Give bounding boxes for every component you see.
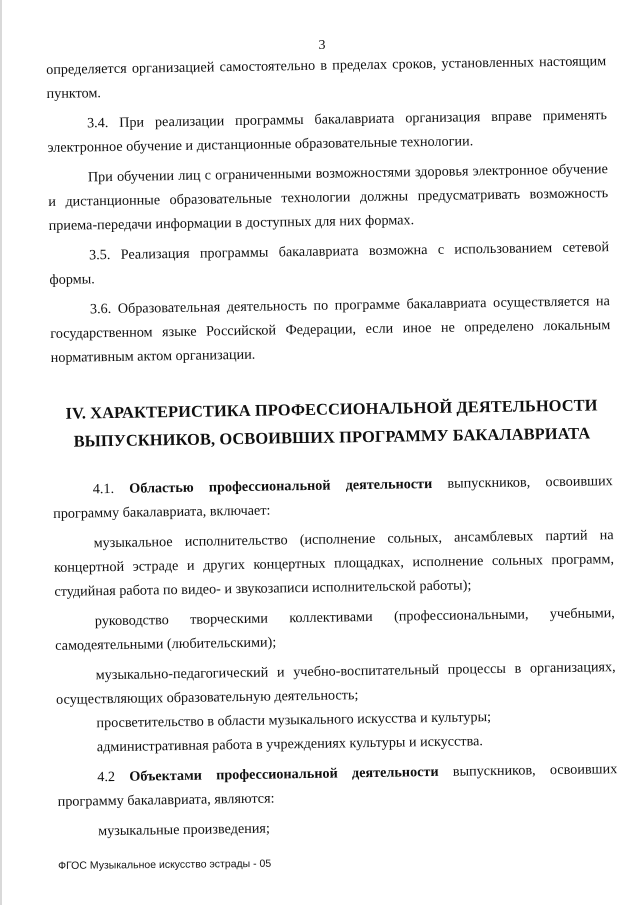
paragraph-4-1-term: Областью профессиональной деятельности: [129, 475, 433, 497]
paragraph-continuation: определяется организацией самостоятельно в пределах сроков, установленных настоящим пунктом.: [46, 53, 607, 102]
section-heading-line-2: ВЫПУСКНИКОВ, ОСВОИВШИХ ПРОГРАММУ БАКАЛАВРИАТА: [73, 423, 591, 451]
paragraph-3-6: 3.6. Образовательная деятельность по программе бакалавриата осуществляется на государственном языке Российской Федерации, если иное не определено локальным нормативным актом организации.: [50, 293, 611, 366]
paragraph-disabilities: При обучении лиц с ограниченными возможностями здоровья электронное обучение и дистанционные образовательные технологии должны предусматривать возможность приема-передачи информации в доступных для них формах.: [48, 161, 609, 234]
paragraph-4-1: [53, 469, 614, 526]
list-item-administration: административная работа в учреждениях культуры и искусства.: [96, 733, 484, 756]
paragraph-4-2-term: Объектами профессиональной деятельности: [129, 763, 439, 785]
list-item-enlightenment: просветительство в области музыкального искусства и культуры;: [96, 709, 492, 732]
paragraph-4-2-number: 4.2: [97, 768, 130, 786]
paragraph-3-4: 3.4. При реализации программы бакалавриата организация вправе применять электронное обучение и дистанционные образовательные технологии.: [47, 107, 608, 156]
list-item-performance: музыкальное исполнительство (исполнение сольных, ансамблевых партий на концертной эстраде и других концертных площадках, исполнение сольных программ, студийная работа по видео- и звукозаписи исполнительской работы);: [53, 527, 615, 600]
paragraph-4-2-text: выпускников, освоивших программу бакалавриата, являются:: [57, 761, 618, 810]
section-heading: [51, 391, 612, 456]
page-number: 3: [318, 38, 326, 53]
list-item-musical-works: музыкальные произведения;: [98, 820, 270, 840]
list-item-pedagogy: музыкально-педагогический и учебно-воспитательный процессы в организациях, осуществляющих образовательную деятельность;: [55, 659, 616, 708]
page-footer: ФГОС Музыкальное искусство эстрады - 05: [58, 857, 272, 872]
paragraph-4-1-number: 4.1.: [92, 480, 130, 498]
list-item-leadership: руководство творческими коллективами (профессиональными, учебными, самодеятельными (любительскими);: [55, 605, 615, 654]
paragraph-4-2: [57, 757, 618, 814]
document-body: [46, 49, 618, 844]
paragraph-4-1-text: выпускников, освоивших программу бакалавриата, включает:: [53, 473, 613, 522]
paragraph-3-5: 3.5. Реализация программы бакалавриата возможна с использованием сетевой формы.: [49, 239, 610, 288]
section-heading-line-1: IV. ХАРАКТЕРИСТИКА ПРОФЕССИОНАЛЬНОЙ ДЕЯТЕЛЬНОСТИ: [65, 395, 598, 423]
